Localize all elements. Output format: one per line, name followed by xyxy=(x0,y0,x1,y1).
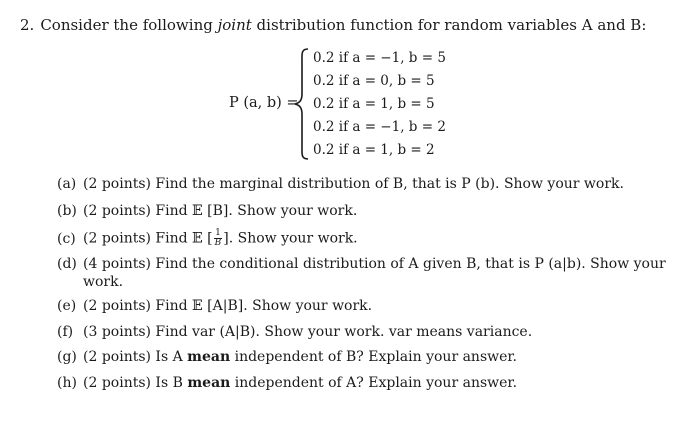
part-label: (c) xyxy=(57,230,76,247)
part-text: (3 points) Find var (A|B). Show your work. var means variance. xyxy=(83,324,533,340)
fraction-denominator: B xyxy=(214,238,222,248)
part-a xyxy=(57,176,624,192)
left-brace xyxy=(294,48,310,160)
case-row: 0.2 if a = 1, b = 2 xyxy=(313,142,435,158)
part-g xyxy=(57,349,517,365)
part-label: (d) xyxy=(57,256,77,272)
part-label: (f) xyxy=(57,324,74,340)
part-d xyxy=(57,255,677,291)
part-c xyxy=(57,229,358,248)
part-label: (b) xyxy=(57,203,77,219)
part-text: (2 points) Find 𝔼 [B]. Show your work. xyxy=(83,203,358,219)
part-text-bold: mean xyxy=(187,349,231,365)
part-text: (2 points) Find the marginal distribution of B, that is P (b). Show your work. xyxy=(83,176,624,192)
case-row: 0.2 if a = −1, b = 2 xyxy=(313,119,446,135)
part-label: (h) xyxy=(57,375,77,391)
case-row: 0.2 if a = −1, b = 5 xyxy=(313,50,446,66)
fraction xyxy=(214,229,223,248)
part-e xyxy=(57,298,372,314)
part-text-after: independent of A? Explain your answer. xyxy=(230,375,518,391)
question-number: 2. xyxy=(20,16,35,34)
part-text-after: ]. Show your work. xyxy=(223,230,358,247)
part-label: (g) xyxy=(57,349,77,365)
part-text-before: (2 points) Is A xyxy=(83,349,188,365)
part-text-bold: mean xyxy=(187,375,231,391)
fraction-numerator: 1 xyxy=(215,228,221,238)
case-row: 0.2 if a = 1, b = 5 xyxy=(313,96,435,112)
question-intro-before: Consider the following xyxy=(40,16,218,34)
part-text-after: independent of B? Explain your answer. xyxy=(230,349,518,365)
part-h xyxy=(57,375,517,391)
part-b xyxy=(57,203,357,219)
part-text-line1: (4 points) Find the conditional distribution of A given B, that is P (a|b). Show your xyxy=(83,256,666,272)
part-f xyxy=(57,324,532,340)
distribution-lhs: P (a, b) = xyxy=(229,95,299,111)
question-intro-after: distribution function for random variables A and B: xyxy=(251,16,647,34)
part-text: (2 points) Find 𝔼 [A|B]. Show your work. xyxy=(83,298,373,314)
part-text-line2: work. xyxy=(83,274,124,290)
part-label: (e) xyxy=(57,298,77,314)
part-text-before: (2 points) Is B xyxy=(83,375,188,391)
part-label: (a) xyxy=(57,176,77,192)
part-text-before: (2 points) Find 𝔼 [ xyxy=(83,230,213,247)
distribution-cases xyxy=(313,47,446,162)
question-intro-emphasis: joint xyxy=(217,16,252,34)
question-heading xyxy=(20,16,646,34)
case-row: 0.2 if a = 0, b = 5 xyxy=(313,73,435,89)
